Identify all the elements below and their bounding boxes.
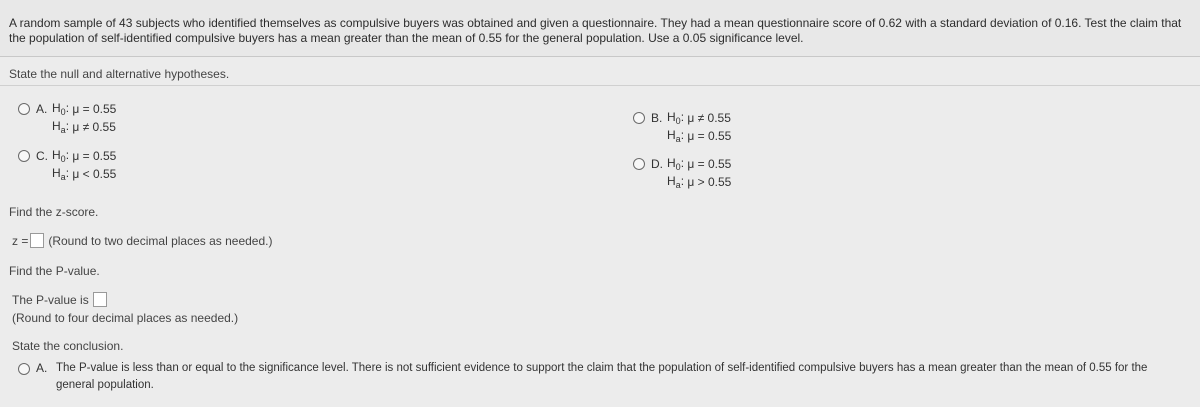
option-c[interactable]: C. $H_0$: μ = 0.55 $H_a$: μ < 0.55 bbox=[18, 147, 116, 183]
pvalue-prompt: Find the P-value. bbox=[9, 264, 100, 278]
conclusion-text-line2: general population. bbox=[56, 379, 154, 391]
h0-value: μ ≠ 0.55 bbox=[687, 110, 731, 125]
option-a[interactable]: A. $H_0$: μ = 0.55 $H_a$: μ ≠ 0.55 bbox=[18, 100, 116, 136]
radio-button[interactable] bbox=[18, 150, 30, 162]
radio-button[interactable] bbox=[633, 112, 645, 124]
h0-label: $H_0$: bbox=[52, 101, 73, 117]
p-value-input[interactable] bbox=[93, 292, 107, 307]
conclusion-text-line1: The P-value is less than or equal to the significance level. There is not sufficient evidence to support the claim that the population of self-identified compulsive buyers has a mean greater than the mean of 0.55 for the bbox=[56, 362, 1148, 374]
conclusion-prompt: State the conclusion. bbox=[12, 339, 124, 353]
problem-statement: A random sample of 43 subjects who identified themselves as compulsive buyers was obtained and given a questionnaire. They had a mean questionnaire score of 0.62 with a standard deviation of 0.16. Test the claim that the population of self-identified compulsive buyers has a mean greater than the mean of 0.55 for the general population. Use a 0.05 significance level. bbox=[9, 16, 1182, 45]
radio-button[interactable] bbox=[633, 158, 645, 170]
radio-button[interactable] bbox=[18, 103, 30, 115]
h0-label: $H_0$: bbox=[52, 148, 73, 164]
h0-value: μ = 0.55 bbox=[72, 101, 117, 116]
ha-label: $H_a$: bbox=[667, 174, 688, 190]
zscore-row bbox=[12, 233, 272, 248]
z-rounding-note: (Round to two decimal places as needed.) bbox=[48, 233, 273, 248]
conclusion-option-a[interactable]: A. The P-value is less than or equal to the significance level. There is not sufficient evidence to support the claim that the population of self-identified compulsive buyers has a mean greater than the mean of 0.55 for the general population. bbox=[18, 360, 1188, 394]
h0-label: $H_0$: bbox=[667, 110, 688, 126]
pvalue-label: The P-value is bbox=[12, 292, 89, 307]
h0-value: μ = 0.55 bbox=[687, 156, 732, 171]
pvalue-rounding-note: (Round to four decimal places as needed.) bbox=[12, 311, 239, 325]
divider bbox=[0, 85, 1200, 86]
ha-label: $H_a$: bbox=[52, 119, 73, 135]
option-b[interactable]: B. $H_0$: μ ≠ 0.55 $H_a$: μ = 0.55 bbox=[633, 109, 731, 145]
h0-label: $H_0$: bbox=[667, 156, 688, 172]
z-score-input[interactable] bbox=[30, 233, 44, 248]
ha-value: μ ≠ 0.55 bbox=[72, 119, 116, 134]
hypotheses-prompt: State the null and alternative hypotheses. bbox=[9, 67, 230, 81]
h0-value: μ = 0.55 bbox=[72, 148, 117, 163]
z-label: z = bbox=[12, 233, 29, 248]
ha-label: $H_a$: bbox=[52, 166, 73, 182]
ha-label: $H_a$: bbox=[667, 128, 688, 144]
option-d[interactable]: D. $H_0$: μ = 0.55 $H_a$: μ > 0.55 bbox=[633, 155, 731, 191]
zscore-prompt: Find the z-score. bbox=[9, 205, 99, 219]
radio-button[interactable] bbox=[18, 363, 30, 375]
ha-value: μ < 0.55 bbox=[72, 166, 117, 181]
ha-value: μ > 0.55 bbox=[687, 174, 732, 189]
ha-value: μ = 0.55 bbox=[687, 128, 732, 143]
pvalue-row bbox=[12, 292, 107, 307]
